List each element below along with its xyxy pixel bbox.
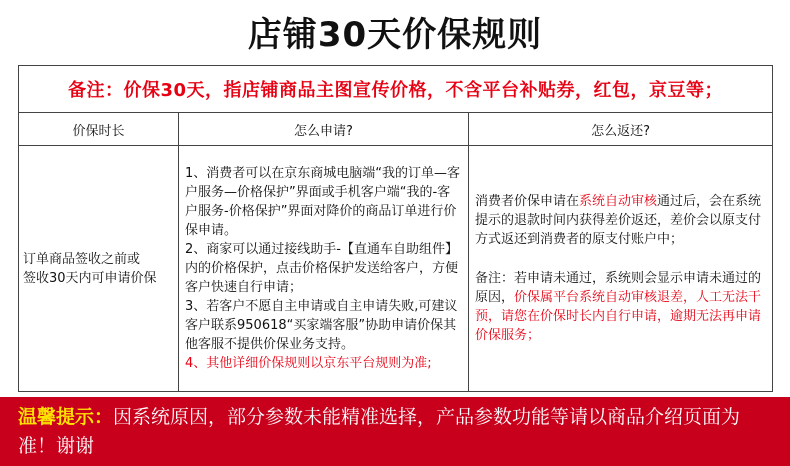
body-row <box>19 146 773 392</box>
apply-cell <box>179 146 469 392</box>
duration-line-1: 订单商品签收之前或 <box>23 251 141 267</box>
duration-line-2: 签收30天内可申请价保 <box>23 270 157 286</box>
apply-item-4: 4、其他详细价保规则以京东平台规则为准; <box>185 356 432 371</box>
apply-item-3: 3、若客户不愿自主申请或自主申请失败,可建议客户联系950618“买家端客服”协助申请价保其他客服不提供价保业务支持。 <box>185 299 458 352</box>
page-title: 店铺30天价保规则 <box>247 15 543 55</box>
refund-paragraph-2 <box>475 269 766 345</box>
refund-p1-highlight: 系统自动审核 <box>579 194 658 209</box>
refund-cell <box>469 146 773 392</box>
header-row <box>19 113 773 146</box>
refund-p2-highlight: 价保属平台系统自动审核退差，人工无法干预，请您在价保时长内自行申请，逾期无法再申请价保服务； <box>475 290 762 343</box>
header-how-to-apply: 怎么申请? <box>179 113 469 146</box>
price-protection-table <box>18 65 772 392</box>
footer-label: 温馨提示： <box>18 406 114 428</box>
note-row <box>19 66 773 113</box>
header-how-to-refund: 怎么返还? <box>469 113 773 146</box>
footer-message: 因系统原因，部分参数未能精准选择，产品参数功能等请以商品介绍页面为准！谢谢 <box>18 406 741 457</box>
duration-cell <box>19 146 179 392</box>
footer-text <box>18 403 778 461</box>
refund-p2-a: 备注：若申请未通过，系统则会显示申请未通过的原因， <box>475 271 762 305</box>
note-text: 备注：价保30天，指店铺商品主图宣传价格，不含平台补贴券，红包，京豆等； <box>19 66 773 113</box>
apply-item-2: 2、商家可以通过接线助手-【直通车自助组件】内的价格保护，点击价格保护发送给客户，方便客户快速自行申请； <box>185 242 459 295</box>
refund-p1-a: 消费者价保申请在 <box>475 194 580 209</box>
header-duration: 价保时长 <box>19 113 179 146</box>
refund-paragraph-1 <box>475 192 766 249</box>
apply-item-1: 1、消费者可以在京东商城电脑端“我的订单—客户服务—价格保护”界面或手机客户端“我的-客户服务-价格保护”界面对降价的商品订单进行价保申请。 <box>185 166 461 238</box>
footer-banner <box>0 397 790 466</box>
refund-p1-b: 通过后，会在系统提示的退款时间内获得差价返还，差价会以原支付方式返还到消费者的原支付账户中； <box>475 194 762 247</box>
